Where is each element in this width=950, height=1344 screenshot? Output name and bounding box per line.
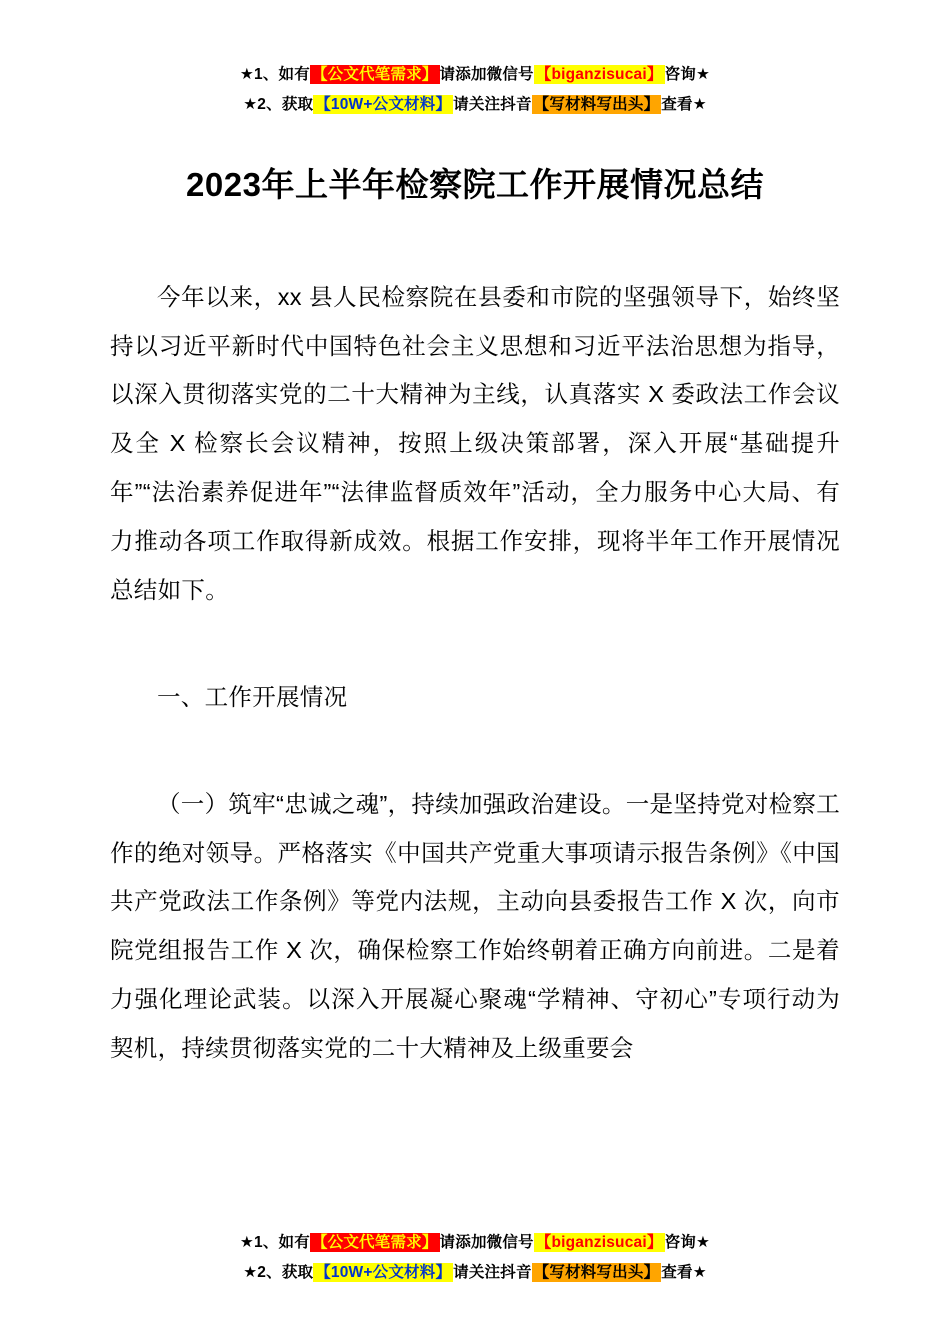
promo-line2-suffix: 查看	[661, 96, 693, 114]
promo-line2-prefix: 2、获取	[257, 1263, 314, 1281]
paragraph-intro: 今年以来，xx 县人民检察院在县委和市院的坚强领导下，始终坚持以习近平新时代中国特色社会主义思想和习近平法治思想为指导，以深入贯彻落实党的二十大精神为主线，认真落实 X 委政法工作会议及全 X 检察长会议精神，按照上级决策部署，深入开展“基础提升年”“法治素养促进年”“法律监督质效年”活动，全力服务中心大局、有力推动各项工作取得新成效。根据工作安排，现将半年工作开展情况总结如下。	[110, 283, 840, 603]
promo-line2-tag2: 【写材料写出头】	[533, 96, 660, 114]
promo-line1-middle: 请添加微信号	[439, 1233, 534, 1251]
promo-line2-tag2: 【写材料写出头】	[533, 1263, 660, 1281]
promo-line2-suffix: 查看	[661, 1263, 693, 1281]
star-right-icon: ★	[692, 96, 707, 114]
promo-line1-middle: 请添加微信号	[439, 66, 534, 83]
spacer	[110, 752, 840, 780]
promo-line2-middle: 请关注抖音	[453, 1263, 532, 1281]
subsection-1-1: （一）筑牢“忠诚之魂”，持续加强政治建设。一是坚持党对检察工作的绝对领导。严格落实《中国共产党重大事项请示报告条例》《中国共产党政法工作条例》等党内法规，主动向县委报告工作 X 次，向市院党组报告工作 X 次，确保检察工作始终朝着正确方向前进。二是着力强化理论武装。以深入开展凝心聚魂“学精神、守初心”专项行动为契机，持续贯彻落实党的二十大精神及上级重要会	[110, 790, 840, 1061]
promo-line1-prefix: 1、如有	[254, 1233, 310, 1251]
promo-line1-tag1: 【公文代笔需求】	[311, 1233, 438, 1251]
promo-banner-line-2	[110, 90, 840, 120]
star-right-icon: ★	[695, 1233, 711, 1251]
promo-banner-bottom	[0, 1228, 950, 1288]
promo-line1-prefix: 1、如有	[254, 66, 310, 83]
promo-line1-tag2: 【biganzisucai】	[535, 66, 663, 83]
promo-line1-suffix: 咨询	[664, 1233, 696, 1251]
promo-line2-prefix: 2、获取	[257, 96, 314, 114]
document-body	[110, 273, 840, 1073]
star-right-icon: ★	[695, 66, 711, 83]
promo-line1-tag1: 【公文代笔需求】	[311, 66, 438, 83]
promo-banner-line-1	[110, 60, 840, 90]
promo-line1-suffix: 咨询	[664, 66, 696, 83]
promo-line2-middle: 请关注抖音	[453, 96, 532, 114]
star-right-icon: ★	[692, 1263, 707, 1281]
promo-line1-tag2: 【biganzisucai】	[535, 1233, 663, 1251]
star-left-icon: ★	[243, 1263, 258, 1281]
promo-line2-tag1: 【10W+公文材料】	[315, 96, 452, 114]
page-title: 2023年上半年检察院工作开展情况总结	[186, 166, 764, 204]
star-left-icon: ★	[239, 66, 255, 83]
promo-banner-top	[110, 0, 840, 120]
promo-banner-line-1	[0, 1228, 950, 1258]
star-left-icon: ★	[243, 96, 258, 114]
promo-banner-line-2	[0, 1258, 950, 1288]
star-left-icon: ★	[239, 1233, 255, 1251]
section-heading-1: 一、工作开展情况	[157, 683, 348, 710]
promo-line2-tag1: 【10W+公文材料】	[315, 1263, 452, 1281]
spacer	[110, 645, 840, 673]
